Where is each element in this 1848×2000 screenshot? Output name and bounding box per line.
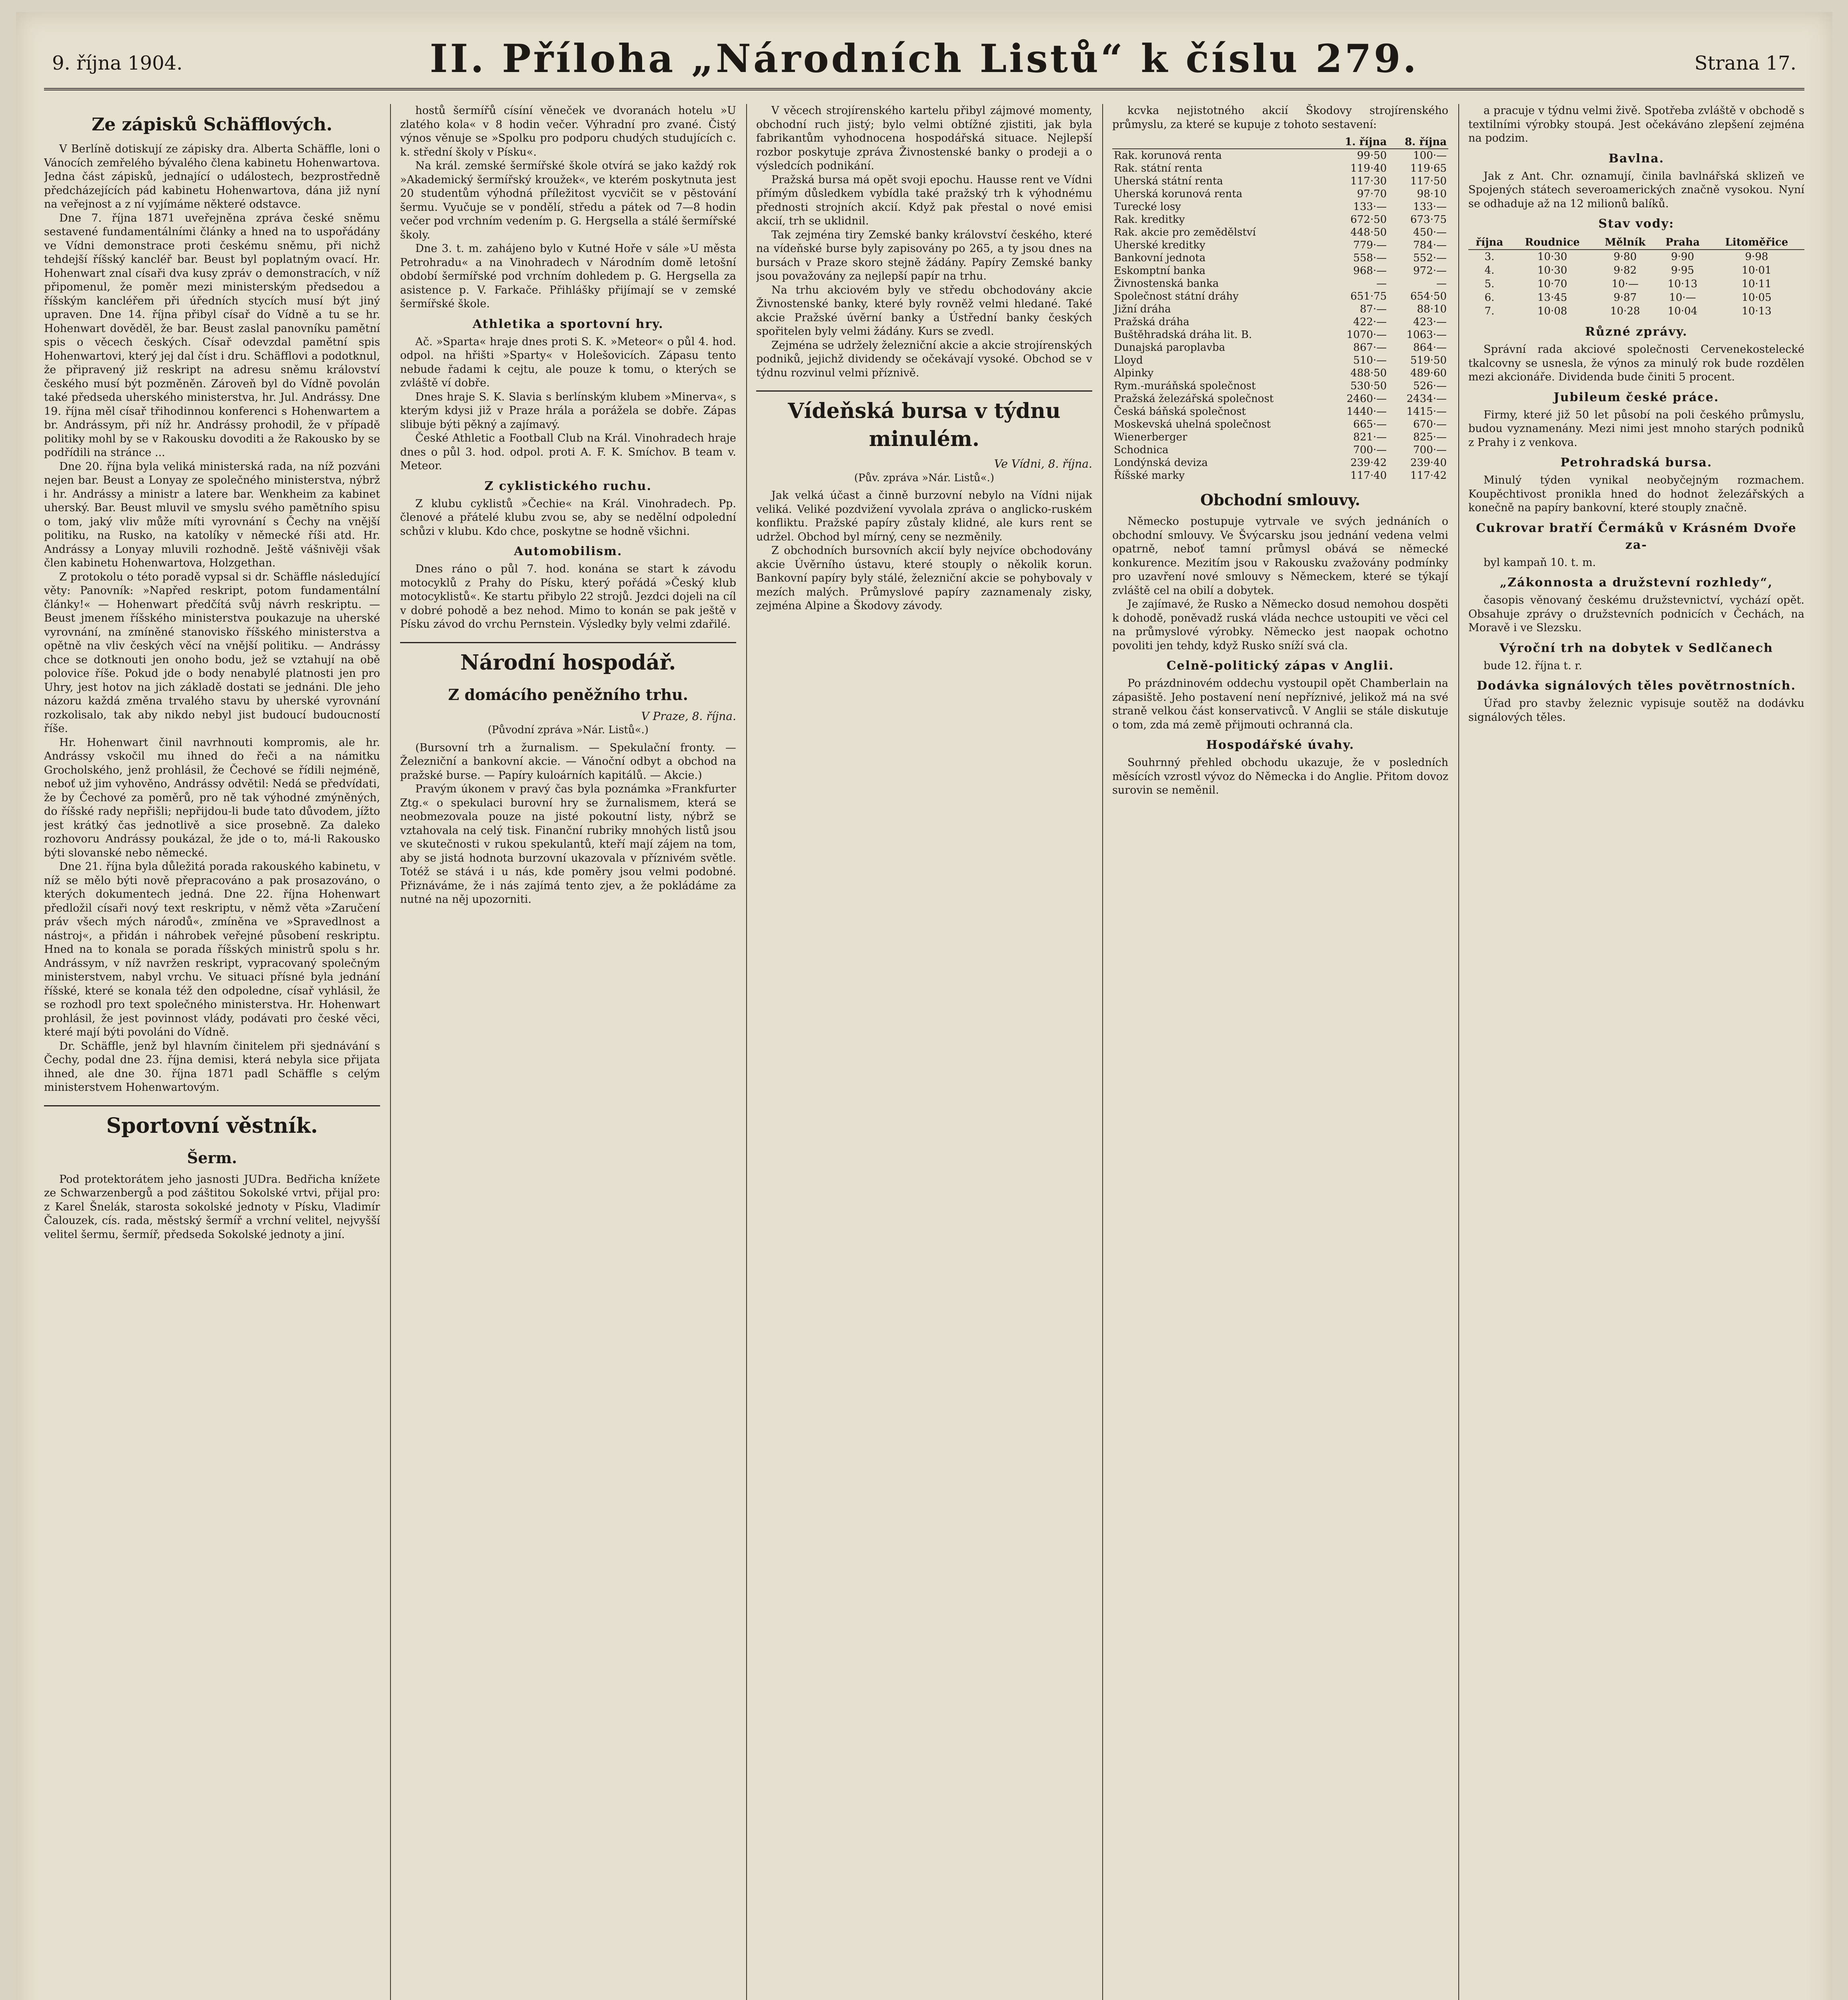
table-cell: 1440·—: [1346, 406, 1387, 418]
table-cell: 673·75: [1410, 214, 1447, 226]
paragraph: Pravým úkonem v pravý čas byla poznámka »Frankfurter Ztg.« o spekulaci burovní hry se žurnalismem, která se neobmezovala pouze na jisté pokoutní listy, nýbrž se vztahovala na celý tisk. Finanční rubriky mnohých listů jsou ve skutečnosti v rukou spekulantů, kteří mají zájem na tom, aby se jistá hodnota burzovní ukazovala v příznivém světle. Totéž se stává i u nás, kde poměry jsou velmi podobné. Přiznáváme, že i nás zajímá tento zjev, a že pokládáme za nutné na něj upozorniti.: [400, 783, 736, 906]
table-cell: 6.: [1484, 292, 1495, 304]
paragraph: Je zajímavé, že Rusko a Německo dosud nemohou dospěti k dohodě, poněvadž ruská vláda nechce ustoupiti ve věci cel na průmyslové výrobky. Německo jest naopak ochotno povoliti jen tehdy, když Rusko sníží svá cla.: [1112, 598, 1448, 652]
paragraph: Firmy, které již 50 let působí na poli českého průmyslu, budou vyznamenány. Mezi nimi jest mnoho starých podniků z Prahy i z venkova.: [1468, 408, 1804, 449]
paragraph: Jak velká účast a činně burzovní nebylo na Vídni nijak veliká. Veliké pozdvižení vyvolala zpráva o anglicko-ruském konfliktu. Pražské papíry zůstaly klidné, ale kurs rent se udržel. Obchod byl mírný, ceny se nezměnily.: [756, 489, 1092, 543]
table-row: [1112, 252, 1448, 264]
table-cell: 821·—: [1353, 431, 1387, 443]
table-row: [1112, 290, 1448, 303]
table-cell: 558·—: [1353, 252, 1387, 264]
table-cell: Česká báňská společnost: [1114, 406, 1246, 418]
subheading-athletika: Athletika a sportovní hry.: [473, 317, 664, 331]
table-cell: 2460·—: [1346, 393, 1387, 405]
table-row: [1112, 392, 1448, 405]
table-cell: 97·70: [1357, 188, 1387, 200]
table-cell: Buštěhradská dráha lit. B.: [1114, 329, 1252, 341]
table-cell: 239·42: [1350, 457, 1387, 469]
paragraph: Úřad pro stavby železnic vypisuje soutěž na dodávku signálových těles.: [1468, 697, 1804, 724]
table-cell: 88·10: [1417, 303, 1447, 315]
table-cell: 10·—: [1612, 278, 1639, 290]
table-cell: Bankovní jednota: [1114, 252, 1206, 264]
paragraph: Německo postupuje vytrvale ve svých jednáních o obchodní smlouvy. Ve Švýcarsku jsou jednání vedena velmi opatrně, neboť tamní průmysl obává se německé konkurence. Mezitím jsou v Rakousku zvažovány podmínky pro uzavření nové smlouvy s Německem, které se týkají zvláště cel na obilí a dobytek.: [1112, 515, 1448, 597]
paragraph: Z protokolu o této poradě vypsal si dr. Schäffle následující věty: Panovník: »Napřed reskript, potom fundamentální články!« — Hohenwart předčítá svůj návrh reskriptu. — Beust jmenem říšského ministerstva poukazuje na uherské vyrovnání, na zmíněné stanovisko říšského ministerstva a opětně na vliv českých věcí na vnější politiku. — Andrássy chce se dotknouti jen onoho bodu, jež se vztahují na obě polovice říše. Pokud jde o body nenabylé platnosti jen pro Uhry, jest hotov na jich základě dostati se jednáni. Dle jeho názoru každá změna trvalého stavu by uherské vyrovnání rozkolisalo, tak aby nikdo nebyl jist budoucí budoucností říše.: [44, 570, 380, 735]
paragraph: Dr. Schäffle, jenž byl hlavním činitelem při sjednávání s Čechy, podal dne 23. října demisi, která nebyla sice přijata ihned, ale dne 30. října 1871 padl Schäffle s celým ministerstvem Hohenwartovým.: [44, 1040, 380, 1094]
table-row: [1112, 277, 1448, 290]
table-row: [1112, 175, 1448, 188]
table-row: [1112, 405, 1448, 418]
newspaper-page: [16, 12, 1832, 2000]
table-cell: 422·—: [1353, 316, 1387, 328]
table-cell: 779·—: [1353, 239, 1387, 251]
table-cell: 117·30: [1350, 175, 1387, 187]
table-cell: Dunajská paroplavba: [1114, 342, 1225, 354]
column-2: [400, 104, 736, 2000]
column-5: [1468, 104, 1804, 2000]
table-row: [1468, 264, 1804, 277]
table-cell: 9·80: [1614, 251, 1637, 263]
table-cell: 825·—: [1413, 431, 1447, 443]
column-header: Litoměřice: [1709, 236, 1804, 250]
table-cell: 2434·—: [1406, 393, 1447, 405]
table-cell: 10·70: [1537, 278, 1568, 290]
paragraph: Zejména se udržely železniční akcie a akcie strojírenských podniků, jejichž dividendy se očekávají vysoké. Obchod se v týdnu rozvinul velmi příznivě.: [756, 339, 1092, 379]
table-cell: 87·—: [1359, 303, 1387, 315]
table-cell: 654·50: [1410, 290, 1447, 302]
table-row: [1112, 380, 1448, 392]
table-cell: 9·90: [1671, 251, 1694, 263]
table-cell: Živnostenská banka: [1114, 278, 1219, 290]
table-row: [1468, 291, 1804, 304]
table-cell: 526·—: [1413, 380, 1447, 392]
paragraph: časopis věnovaný českému družstevnictví, vychází opět. Obsahuje zprávy o družstevních podnicích v Čechách, na Moravě i ve Slezsku.: [1468, 594, 1804, 634]
table-cell: 13·45: [1537, 292, 1568, 304]
column-rule: [390, 104, 391, 2000]
table-cell: 665·—: [1353, 418, 1387, 430]
water-level-table: [1468, 236, 1804, 318]
paragraph: Dne 3. t. m. zahájeno bylo v Kutné Hoře v sále »U města Petrohradu« a na Vinohradech v Národním domě letošní období šermířské pod vrchním dohledem p. G. Hergsella za asistence p. V. Farkače. Přihlášky přijímají se v zemské šermířské škole.: [400, 242, 736, 310]
paragraph: Minulý týden vynikal neobyčejným rozmachem. Koupěchtivost pronikla hned do hodnot železářských a konečně na papíry bankovní, které stouply značně.: [1468, 474, 1804, 514]
table-row: [1112, 162, 1448, 175]
section-heading-narodni-hospodar: Národní hospodář.: [400, 642, 736, 677]
paragraph: Hr. Hohenwart činil navrhnouti kompromis, ale hr. Andrássy vskočil mu ihned do řeči a na námitku Grocholského, jenž prohlásil, že Čechové se řídili nejméně, neboť už jim vyhověno, Andrássy odvětil: Nedá se předvídati, že by Čechové za poměrů, pro ně tak výhodné zmýněných, do říšské rady nepřišli; nepřijdou-li bude tato důvodem, jížto jest krátký čas jednotlivě a sice prosebně. Za daleko rozhovoru Andrássy poukázal, že jde o to, má-li Rakousko býti slovanské nebo německé.: [44, 736, 380, 859]
table-cell: 9·98: [1745, 251, 1768, 263]
section-heading-sport: Sportovní věstník.: [44, 1105, 380, 1140]
column-header: Mělník: [1594, 236, 1656, 250]
table-cell: Alpinky: [1114, 367, 1154, 379]
table-cell: 10·04: [1668, 305, 1698, 317]
table-cell: 1063·—: [1406, 329, 1447, 341]
table-cell: 10·30: [1537, 264, 1568, 276]
table-cell: 10·13: [1742, 305, 1772, 317]
paragraph: (Bursovní trh a žurnalism. — Spekulační fronty. — Železniční a bankovní akcie. — Vánoční odbyt a obchod na pražské burse. — Papíry kuloárních kapitálů. — Akcie.): [400, 741, 736, 782]
table-cell: 10·01: [1742, 264, 1772, 276]
table-row: [1112, 354, 1448, 367]
paragraph: Z obchodních bursovních akcií byly nejvíce obchodovány akcie Úvěrního ústavu, které stouply o několik korun. Bankovní papíry byly stálé, železniční akcie se pohybovaly v mezích malých. Průmyslové papíry zaznamenaly zisky, zejména Alpine a Škodovy závody.: [756, 544, 1092, 612]
table-cell: 450·—: [1413, 226, 1447, 238]
paragraph: Jak z Ant. Chr. oznamují, činila bavlnářská sklizeň ve Spojených státech severoamerických značně vysokou. Nyní se odhaduje až na 12 milionů balíků.: [1468, 170, 1804, 210]
column-header: 8. října: [1388, 136, 1448, 149]
paragraph: Na trhu akciovém byly ve středu obchodovány akcie Živnostenské banky, které byly rovněž velmi hledané. Také akcie Pražské úvěrní banky a Ústřední banky českých spořitelen byly velmi žádány. Kurs se zvedl.: [756, 284, 1092, 338]
subheading-serm: Šerm.: [187, 1148, 237, 1167]
column-rule: [1458, 104, 1459, 2000]
table-cell: 98·10: [1417, 188, 1447, 200]
table-cell: 530·50: [1350, 380, 1387, 392]
subheading-zakonnost: „Zákonnosta a družstevní rozhledy“,: [1500, 576, 1773, 590]
table-cell: Uherská korunová renta: [1114, 188, 1243, 200]
table-row: [1112, 341, 1448, 354]
table-cell: 4.: [1484, 264, 1495, 276]
table-row: [1112, 200, 1448, 213]
paragraph: Na král. zemské šermířské škole otvírá se jako každý rok »Akademický šermířský kroužek«, ve kterém poskytnuta jest 20 studentům výhodná příležitost vycvičit se v pěstování šermu. Vyučuje se v pondělí, středu a pátek od 7—8 hodin večer pod vrchním vedením p. G. Hergsella a stálé šermířské školy.: [400, 160, 736, 241]
column-4: [1112, 104, 1448, 2000]
table-cell: 10·28: [1610, 305, 1640, 317]
table-cell: 423·—: [1413, 316, 1447, 328]
table-row: [1112, 226, 1448, 239]
table-row: [1112, 213, 1448, 226]
table-cell: 133·—: [1413, 201, 1447, 213]
table-row: [1112, 303, 1448, 316]
paragraph: Dnes ráno o půl 7. hod. konána se start k závodu motocyklů z Prahy do Písku, který pořádá »Český klub motocyklistů«. Ke startu přibylo 22 strojů. Jezdci dojeli na cíl v dobré pohodě a bez nehod. Mimo to konán se pak ještě v Písku závod do vrchu Pernstein. Výsledky byly velmi zdařilé.: [400, 563, 736, 630]
table-cell: 510·—: [1353, 354, 1387, 366]
table-row: [1112, 469, 1448, 482]
table-cell: 7.: [1484, 305, 1495, 317]
column-rule: [1102, 104, 1103, 2000]
table-row: [1112, 328, 1448, 341]
table-cell: 119·40: [1350, 162, 1387, 174]
table-cell: Uherská státní renta: [1114, 175, 1223, 187]
column-header: Praha: [1656, 236, 1709, 250]
subheading-automobilism: Automobilism.: [514, 544, 623, 558]
column-header: [1112, 136, 1328, 149]
table-cell: 784·—: [1413, 239, 1447, 251]
column-header: 1. října: [1328, 136, 1388, 149]
table-cell: 117·40: [1350, 470, 1387, 482]
paragraph: kcvka nejistotného akcií Škodovy strojírenského průmyslu, za které se kupuje z tohoto sestavení:: [1112, 104, 1448, 131]
table-cell: Turecké losy: [1114, 201, 1181, 213]
table-cell: 10·13: [1668, 278, 1698, 290]
table-cell: 133·—: [1353, 201, 1387, 213]
table-row: [1112, 188, 1448, 200]
subheading-bavlna: Bavlna.: [1608, 151, 1664, 166]
table-cell: 700·—: [1413, 444, 1447, 456]
page-number: Strana 17.: [1694, 52, 1796, 74]
subheading-cukrovar: Cukrovar bratří Čermáků v Krásném Dvoře za-: [1476, 521, 1797, 552]
paragraph: Dne 20. října byla veliká ministerská rada, na níž pozváni nejen bar. Beust a Lonyay ze společného ministerstva, nýbrž i hr. Andrássy a ministr a latere bar. Wenkheim za kabinet uherský. Bar. Beust mluvil ve smyslu svého pamětního spisu o tom, jaký vliv může míti vyrovnání s Čechy na vnější politiku, na Rusko, na katolíky v německé říši atd. Hr. Andrássy a Lonyay mluvili rozhodně. Ještě vášnivěji však člen kabinetu Hohenwartova, Holzgethan.: [44, 460, 380, 569]
table-row: [1112, 456, 1448, 469]
paragraph: V věcech strojírenského kartelu přibyl zájmové momenty, obchodní ruch jistý; bylo velmi obtížné zjistiti, jak byla fabrikantům vyhodnocena hospodářská situace. Nejlepší rozbor poskytuje zpráva Živnostenské banky o prodeji a o výsledcích podnikání.: [756, 104, 1092, 172]
table-header-row: [1468, 236, 1804, 250]
table-cell: 119·65: [1410, 162, 1447, 174]
column-1: [44, 104, 380, 2000]
subheading-obchodni-smlouvy: Obchodní smlouvy.: [1200, 491, 1360, 509]
paragraph: Pražská bursa má opět svoji epochu. Hausse rent ve Vídni přímým důsledkem vybídla také pražský trh k výhodnému přednosti strojních akcií. Když pak přestal o nové emisi akcií, trh se uklidnil.: [756, 173, 1092, 227]
paragraph: byl kampaň 10. t. m.: [1484, 556, 1596, 569]
table-cell: 100·—: [1413, 150, 1447, 162]
table-cell: 864·—: [1413, 342, 1447, 354]
table-cell: Jižní dráha: [1114, 303, 1171, 315]
table-row: [1112, 239, 1448, 252]
dateline: Ve Vídni, 8. října.: [994, 457, 1092, 470]
paragraph: Tak zejména tiry Zemské banky království českého, které na vídeňské burse byly zapisovány po 265, a ty jsou dnes na bursách v Praze skoro stejně žádány. Papíry Zemské banky jsou považovány za nejlepší papír na trhu.: [756, 228, 1092, 282]
subheading-jubileum: Jubileum české práce.: [1554, 390, 1719, 404]
table-cell: Říšské marky: [1114, 470, 1185, 482]
paragraph: Souhrnný přehled obchodu ukazuje, že v posledních měsících vzrostl vývoz do Německa i do Anglie. Přitom dovoz surovin se neměnil.: [1112, 756, 1448, 796]
table-cell: 117·50: [1410, 175, 1447, 187]
subheading-dodavka: Dodávka signálových těles povětrnostních.: [1476, 679, 1796, 693]
dateline: V Praze, 8. října.: [641, 709, 736, 723]
paragraph: bude 12. října t. r.: [1484, 659, 1582, 672]
paragraph: České Athletic a Football Club na Král. Vinohradech hraje dnes o půl 3. hod. odpol. proti A. F. K. Smíchov. B team v. Meteor.: [400, 432, 736, 472]
table-cell: Rak. akcie pro zemědělství: [1114, 226, 1256, 238]
table-cell: 10·05: [1742, 292, 1772, 304]
table-cell: 700·—: [1353, 444, 1387, 456]
subheading-celne-politicky-zapas: Celně-politický zápas v Anglii.: [1166, 659, 1394, 673]
table-cell: 672·50: [1350, 214, 1387, 226]
table-cell: 489·60: [1410, 367, 1447, 379]
water-level-title: Stav vody:: [1598, 217, 1674, 231]
table-cell: Schodnica: [1114, 444, 1169, 456]
issue-date: 9. října 1904.: [52, 52, 183, 74]
paragraph: Správní rada akciové společnosti Cervenekostelecké tkalcovny se usnesla, že výnos za minulý rok bude rozdělen mezi akcionáře. Dividenda bude činiti 5 procent.: [1468, 343, 1804, 383]
paragraph: hostů šermířů císíní věneček ve dvoranách hotelu »U zlatého kola« v 8 hodin večer. Výhradní pro zvané. Čistý výnos věnuje se »Spolku pro podporu chudých studujících c. k. střední školy v Písku«.: [400, 104, 736, 158]
column-header: října: [1468, 236, 1511, 250]
source-note: (Pův. zpráva »Nár. Listů«.): [854, 472, 994, 484]
table-cell: —: [1376, 278, 1387, 290]
subheading-petrohradska-bursa: Petrohradská bursa.: [1560, 456, 1712, 470]
table-cell: Rym.-muráňská společnost: [1114, 380, 1256, 392]
table-cell: Wienerberger: [1114, 431, 1187, 443]
table-cell: 99·50: [1357, 150, 1387, 162]
paragraph: Dnes hraje S. K. Slavia s berlínským klubem »Minerva«, s kterým kdysi již v Praze hrála a porážela se dobře. Zápas slibuje býti pěkný a zajímavý.: [400, 390, 736, 431]
subheading-ruzne-zpravy: Různé zprávy.: [1585, 325, 1688, 339]
table-cell: 968·—: [1353, 265, 1387, 277]
table-header-row: [1112, 136, 1448, 149]
table-cell: 10·11: [1742, 278, 1772, 290]
paragraph: Dne 21. října byla důležitá porada rakouského kabinetu, v níž se mělo býti nově přepracováno a pak prosazováno, o kterých dokumentech jedná. Dne 22. října Hohenwart předložil císaři nový text reskriptu, v němž věta »Zaručení práv všech mých národů«, zmíněna ve »Spravedlnost a nástroj«, a přidán i náhrobek veřejné působení reskriptu. Hned na to konala se porada říšských ministrů spolu s hr. Andrássym, v níž navržen reskript, vypracovaný společným ministerstvem, nabyl vrchu. Ve situaci přísné byla jednání říšské, které se konala též den odpoledne, císař vyhlásil, že se rozhodl pro text společného ministerstva. Hr. Hohenwart prohlásil, že jest povinnost vlády, podávati pro české věci, které mají býti povoláni do Vídně.: [44, 860, 380, 1038]
masthead: [44, 28, 1804, 90]
table-row: [1112, 149, 1448, 162]
table-cell: Uherské kreditky: [1114, 239, 1205, 251]
table-cell: 448·50: [1350, 226, 1387, 238]
table-cell: Eskomptní banka: [1114, 265, 1205, 277]
subheading-penezni-trh: Z domácího peněžního trhu.: [448, 685, 688, 704]
table-cell: 3.: [1484, 251, 1495, 263]
table-cell: 117·42: [1410, 470, 1447, 482]
table-cell: 5.: [1484, 278, 1495, 290]
section-heading-videnska-bursa: Vídeňská bursa v týdnu minulém.: [756, 390, 1092, 453]
table-row: [1468, 277, 1804, 291]
article-heading-schaffle: Ze zápisků Schäfflových.: [92, 114, 332, 135]
column-3: [756, 104, 1092, 2000]
table-row: [1112, 444, 1448, 456]
table-row: [1468, 304, 1804, 318]
table-cell: 239·40: [1410, 457, 1447, 469]
table-cell: 1415·—: [1406, 406, 1447, 418]
table-cell: 10·30: [1537, 251, 1568, 263]
subheading-vyrocni-trh: Výroční trh na dobytek v Sedlčanech: [1499, 641, 1774, 655]
paragraph: V Berlíně dotiskují ze zápisky dra. Alberta Schäffle, loni o Vánocích zemřelého bývalého člena kabinetu Hohenwartova. Jedna část zápisků, jednající o událostech, bezprostředně předcházejících pád kabinetu Hohenwartova, dána již nyní na veřejnost a z ní vyjímáme některé odstavce.: [44, 143, 380, 210]
table-cell: —: [1436, 278, 1447, 290]
table-cell: 519·50: [1410, 354, 1447, 366]
table-cell: 9·87: [1614, 292, 1637, 304]
column-rule: [746, 104, 747, 2000]
paragraph: Ač. »Sparta« hraje dnes proti S. K. »Meteor« o půl 4. hod. odpol. na hřišti »Sparty« v Holešovicích. Zápasu tento nebude řadami k cejtu, ale pouze k tomu, o kterých se zvláště ví dobře.: [400, 335, 736, 389]
exchange-rates-table: [1112, 136, 1448, 482]
paragraph: Pod protektorátem jeho jasnosti JUDra. Bedřicha knížete ze Schwarzenbergů a pod záštitou Sokolské vrtvi, přijal pro: z Karel Šnelák, starosta sokolské jednoty v Písku, Vladimír Čalouzek, cís. rada, městský šermíř a vrchní velitel, nejvyšší velitel šermu, šermíř, předseda Sokolské jednoty a jiní.: [44, 1173, 380, 1241]
table-cell: 670·—: [1413, 418, 1447, 430]
table-cell: Rak. korunová renta: [1114, 150, 1222, 162]
paragraph: Po prázdninovém oddechu vystoupil opět Chamberlain na zápasiště. Jeho postavení není nepříznivé, jelikož má na své straně velkou část konservativců. V Anglii se stále diskutuje o tom, zda má země přijmouti ochranná cla.: [1112, 677, 1448, 731]
table-row: [1112, 316, 1448, 328]
table-cell: 10·08: [1537, 305, 1568, 317]
paragraph: a pracuje v týdnu velmi živě. Spotřeba zvláště v obchodě s textilními výrobky stoupá. Jest očekáváno zlepšení zejména na podzim.: [1468, 104, 1804, 144]
paragraph: Dne 7. října 1871 uveřejněna zpráva české sněmu sestavené fundamentálními články a hned na to uspořádány ve Vídni demonstrace proti českému sněmu, při nichž tehdejší říšský kancléř bar. Beust byl poplatným ovací. Hr. Hohenwart znal císaři dva kusy zpráv o demonstracích, v níž připomenul, že poměr mezi ministerským předsedou a říšským kancléřem při úředních stycích musí být jiný upraven. Dne 14. října přibyl císař do Vídně a tu se hr. Hohenwart dověděl, že bar. Beust zaslal panovníku pamětní spis o věcech českých. Císař odevzdal pamětní spis Hohenwartovi, který jej dal číst i dru. Schäfflovi a podotknul, že připravený již reskript na adresu sněmu království českého musí být pozměněn. Zároveň byl do Vídně povolán také předseda uherského ministerstva, hr. Jul. Andrássy. Dne 19. října měl císař třihodinnou konferenci s Hohenwartem a br. Andrássym, při níž hr. Andrássy prohodil, že v případě politiky mohl by se v Rakousku dovoditi a že Rakousko by se podřídili na stránce ...: [44, 212, 380, 459]
supplement-title: II. Příloha „Národních Listů“ k číslu 279.: [430, 36, 1419, 81]
table-cell: 9·95: [1671, 264, 1694, 276]
table-cell: 1070·—: [1346, 329, 1387, 341]
table-cell: 867·—: [1353, 342, 1387, 354]
table-cell: Pražská železářská společnost: [1114, 393, 1274, 405]
table-cell: Rak. státní renta: [1114, 162, 1203, 174]
source-note: (Původní zpráva »Nár. Listů«.): [487, 724, 649, 736]
table-cell: 552·—: [1413, 252, 1447, 264]
table-cell: 9·82: [1614, 264, 1637, 276]
table-cell: 972·—: [1413, 265, 1447, 277]
table-row: [1112, 418, 1448, 431]
subheading-cyklistika: Z cyklistického ruchu.: [484, 479, 652, 493]
table-row: [1112, 367, 1448, 380]
table-row: [1112, 431, 1448, 444]
table-cell: Rak. kreditky: [1114, 214, 1185, 226]
table-row: [1112, 264, 1448, 277]
column-header: Roudnice: [1511, 236, 1594, 250]
table-cell: Lloyd: [1114, 354, 1143, 366]
table-cell: Společnost státní dráhy: [1114, 290, 1239, 302]
table-cell: Londýnská deviza: [1114, 457, 1208, 469]
table-cell: Moskevská uhelná společnost: [1114, 418, 1271, 430]
table-row: [1468, 250, 1804, 264]
subheading-hospodarske-uvahy: Hospodářské úvahy.: [1206, 738, 1355, 752]
table-cell: 651·75: [1350, 290, 1387, 302]
table-cell: Pražská dráha: [1114, 316, 1189, 328]
table-cell: 10·—: [1669, 292, 1696, 304]
table-cell: 488·50: [1350, 367, 1387, 379]
paragraph: Z klubu cyklistů »Čechie« na Král. Vinohradech. Pp. členové a přátelé klubu zvou se, aby se nedělní odpolední schůzi v klubu. Kdo chce, poskytne se hodně všichni.: [400, 497, 736, 538]
